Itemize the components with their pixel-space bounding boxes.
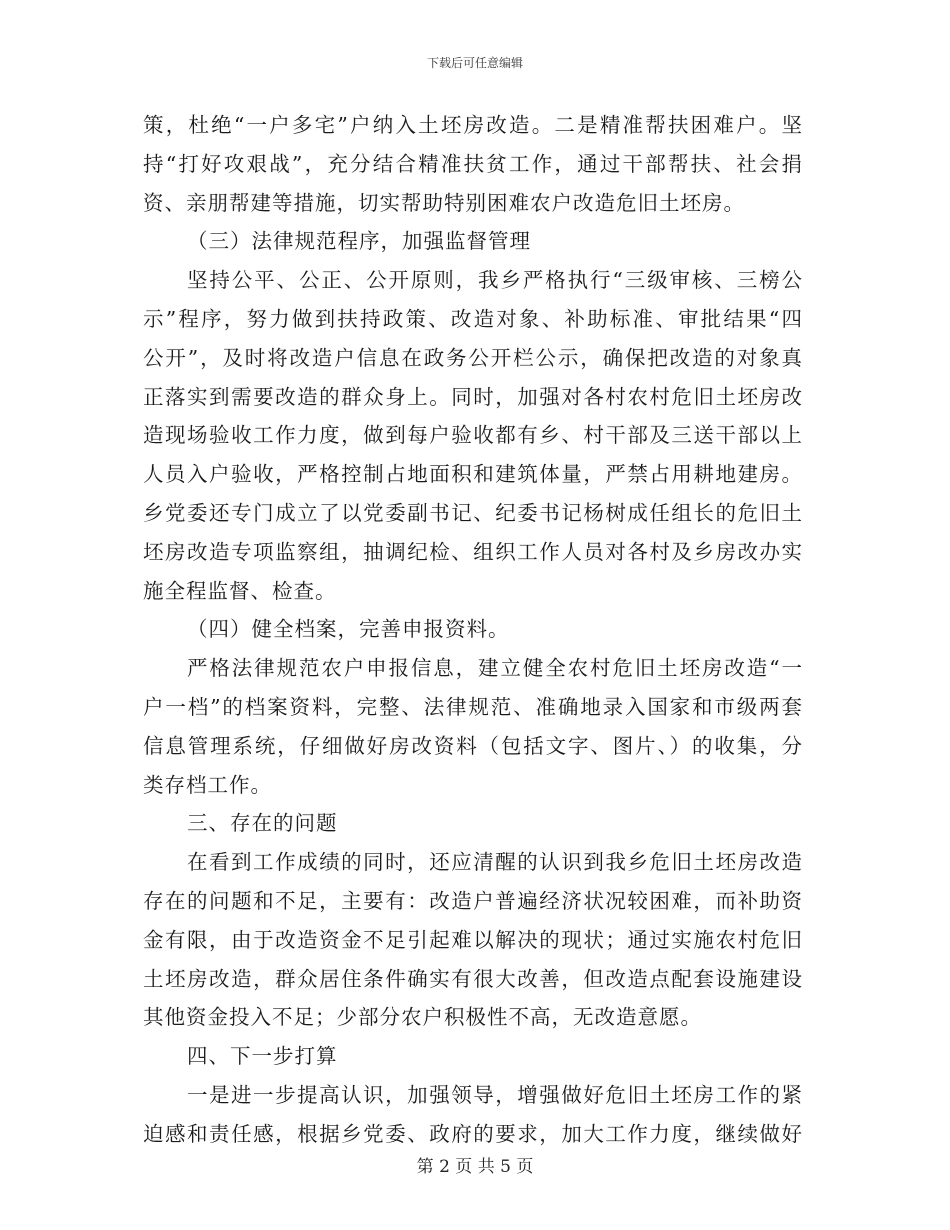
text-line: 乡党委还专门成立了以党委副书记、纪委书记杨树成任组长的危旧土: [143, 500, 803, 525]
text-line: 正落实到需要改造的群众身上。同时，加强对各村农村危旧土坯房改: [143, 384, 803, 409]
text-line: 土坯房改造，群众居住条件确实有很大改善，但改造点配套设施建设: [143, 966, 803, 991]
text-line: 一是进一步提高认识，加强领导，增强做好危旧土坯房工作的紧: [187, 1082, 803, 1107]
text-line: 在看到工作成绩的同时，还应清醒的认识到我乡危旧土坯房改造: [187, 850, 803, 875]
text-line: （四）健全档案，完善申报资料。: [187, 617, 510, 642]
text-line: 户一档”的档案资料，完整、法律规范、准确地录入国家和市级两套: [143, 694, 803, 719]
text-line: 策，杜绝“一户多宅”户纳入土坯房改造。二是精准帮扶困难户。坚: [143, 113, 803, 137]
page-number-footer: 第 2 页 共 5 页: [416, 1157, 534, 1177]
text-line: 三、存在的问题: [187, 811, 338, 836]
text-line: （三）法律规范程序，加强监督管理: [187, 229, 531, 254]
text-line: 其他资金投入不足；少部分农户积极性不高，无改造意愿。: [143, 1005, 702, 1030]
text-line: 施全程监督、检查。: [143, 578, 337, 603]
text-line: 坚持公平、公正、公开原则，我乡严格执行“三级审核、三榜公: [187, 268, 803, 293]
text-line: 迫感和责任感，根据乡党委、政府的要求，加大工作力度，继续做好: [143, 1121, 803, 1146]
text-line: 存在的问题和不足，主要有：改造户普遍经济状况较困难，而补助资: [143, 888, 803, 913]
text-line: 持“打好攻艰战”，充分结合精准扶贫工作，通过干部帮扶、社会捐: [143, 151, 803, 176]
text-line: 坯房改造专项监察组，抽调纪检、组织工作人员对各村及乡房改办实: [143, 539, 803, 564]
text-line: 金有限，由于改造资金不足引起难以解决的现状；通过实施农村危旧: [143, 927, 803, 952]
text-line: 造现场验收工作力度，做到每户验收都有乡、村干部及三送干部以上: [143, 423, 803, 448]
text-line: 资、亲朋帮建等措施，切实帮助特别困难农户改造危旧土坯房。: [143, 190, 745, 215]
text-line: 严格法律规范农户申报信息，建立健全农村危旧土坯房改造“一: [187, 656, 803, 681]
text-line: 四、下一步打算: [187, 1044, 338, 1069]
text-line: 示”程序，努力做到扶持政策、改造对象、补助标准、审批结果“四: [143, 306, 803, 331]
text-line: 公开”，及时将改造户信息在政务公开栏公示，确保把改造的对象真: [143, 345, 803, 370]
text-line: 类存档工作。: [143, 772, 272, 797]
document-body: [143, 106, 803, 1154]
text-line: 信息管理系统，仔细做好房改资料（包括文字、图片、）的收集，分: [143, 733, 803, 758]
text-line: 人员入户验收，严格控制占地面积和建筑体量，严禁占用耕地建房。: [143, 462, 803, 487]
page-header-note: 下载后可任意编辑: [426, 56, 523, 70]
